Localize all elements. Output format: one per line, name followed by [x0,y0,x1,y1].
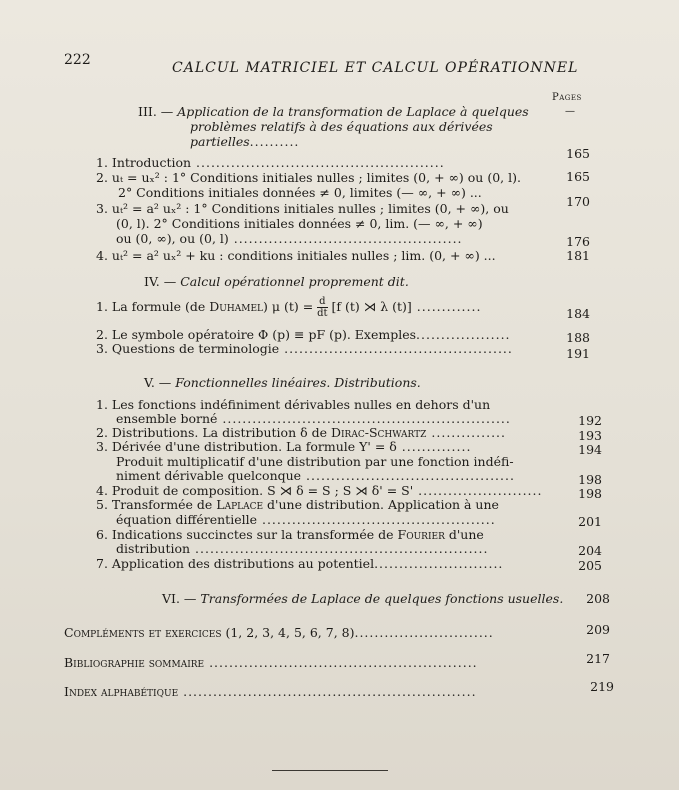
toc-entry: 4. Produit de composition. S ⋊ δ = S ; S ⋊ δ' = S' ......................... [96,483,543,498]
section-3-page: 165 [566,146,590,161]
toc-entry-page: 204 [578,543,602,558]
complements-label: Compléments et exercices [64,625,222,640]
toc-entry: 3. Questions de terminologie .............................................. [96,341,513,356]
toc-entry: 1. Introduction .................................................. [96,155,445,170]
toc-entry: 7. Application des distributions au potentiel.......................... [96,556,504,571]
toc-entry-page: 191 [566,346,590,361]
section-5-title: Fonctionnelles linéaires. Distributions. [175,375,421,390]
toc-entry-continued: niment dérivable quelconque .......................................... [116,468,515,483]
page-number: 222 [64,52,91,68]
toc-entry-page: 192 [578,413,602,428]
toc-entry-continued: ensemble borné .......................................................... [116,411,511,426]
index-entry: Index alphabétique ........................................................... [64,684,477,699]
section-6-roman: VI. — [162,591,197,606]
derivative-fraction: $\frac{d}{dt}$ [317,296,328,319]
toc-entry-page: 198 [578,472,602,487]
section-3-title-line3-wrap: partielles.......... [190,134,300,149]
toc-entry: 3. uₜ² = a² uₓ² : 1° Conditions initiales nulles ; limites (0, + ∞), ou [96,201,509,216]
section-4-roman: IV. — [144,274,177,289]
toc-entry-continued: 2° Conditions initiales données ≠ 0, limites (— ∞, + ∞) ... [118,185,482,200]
toc-entry: 4. uₜ² = a² uₓ² + ku : conditions initiales nulles ; lim. (0, + ∞) ... [96,248,496,263]
section-4-heading [144,274,409,289]
pages-column-dash: — [565,106,575,117]
toc-entry: 5. Transformée de Laplace d'une distribution. Application à une [96,497,499,512]
toc-entry: 2. Le symbole opératoire Φ (p) ≡ pF (p). Exemples................... [96,327,511,342]
toc-entry-page: 170 [566,194,590,209]
author-name: Fourier [397,527,445,542]
index-page: 219 [590,679,614,694]
toc-entry: 6. Indications succinctes sur la transformée de Fourier d'une [96,527,484,542]
author-name: Dirac-Schwartz [330,425,427,440]
section-3-title-line3: partielles [190,134,250,149]
author-name: Laplace [216,497,264,512]
bibliography-page: 217 [586,651,610,666]
toc-entry-page: 176 [566,234,590,249]
toc-entry: 3. Dérivée d'une distribution. La formule Y' = δ .............. [96,439,472,454]
index-label: Index alphabétique [64,684,179,699]
toc-entry-page: 201 [578,514,602,529]
toc-entry-page: 188 [566,330,590,345]
toc-entry-page: 193 [578,428,602,443]
toc-entry-continued: équation différentielle ............................................... [116,512,496,527]
bottom-rule [272,770,388,771]
toc-entry-page: 194 [578,442,602,457]
toc-entry-page: 205 [578,558,602,573]
section-6-heading [162,591,563,606]
bibliography-label: Bibliographie sommaire [64,655,205,670]
section-5-roman: V. — [144,375,172,390]
complements-page: 209 [586,622,610,637]
toc-entry: 2. uₜ = uₓ² : 1° Conditions initiales nulles ; limites (0, + ∞) ou (0, l). [96,170,521,185]
section-6-page: 208 [586,591,610,606]
toc-entry-continued: distribution ........................................................... [116,541,489,556]
toc-entry-continued: (0, l). 2° Conditions initiales données ≠ 0, lim. (— ∞, + ∞) [116,216,483,231]
toc-entry-page: 198 [578,486,602,501]
bibliography-entry: Bibliographie sommaire ...................................................... [64,655,478,670]
section-4-title: Calcul opérationnel proprement dit. [180,274,409,289]
toc-entry: 2. Distributions. La distribution δ de Dirac-Schwartz ............... [96,425,506,440]
section-6-title: Transformées de Laplace de quelques fonctions usuelles. [200,591,564,606]
toc-entry-page: 181 [566,248,590,263]
toc-entry-page: 165 [566,169,590,184]
toc-entry-continued: ou (0, ∞), ou (0, l) .............................................. [116,231,463,246]
section-3-heading [138,104,529,119]
complements-entry: Compléments et exercices (1, 2, 3, 4, 5, 6, 7, 8)............................ [64,625,494,640]
section-3-title-line2: problèmes relatifs à des équations aux dérivées [190,119,493,134]
section-5-heading [144,375,421,390]
pages-column-label: Pages [552,92,582,103]
section-3-title-line1: Application de la transformation de Laplace à quelques [177,104,529,119]
toc-entry-page: 184 [566,306,590,321]
running-title: CALCUL MATRICIEL ET CALCUL OPÉRATIONNEL [172,60,579,76]
toc-entry-continued: Produit multiplicatif d'une distribution par une fonction indéfi- [116,454,514,469]
author-name: Duhamel [209,299,263,314]
toc-entry: 1. Les fonctions indéfiniment dérivables nulles en dehors d'un [96,397,491,412]
toc-entry: 1. La formule (de Duhamel) μ (t) = $\frac{d}{dt}$ [f (t) ⋊ λ (t)] ............. [96,296,482,319]
section-3-roman: III. — [138,104,174,119]
